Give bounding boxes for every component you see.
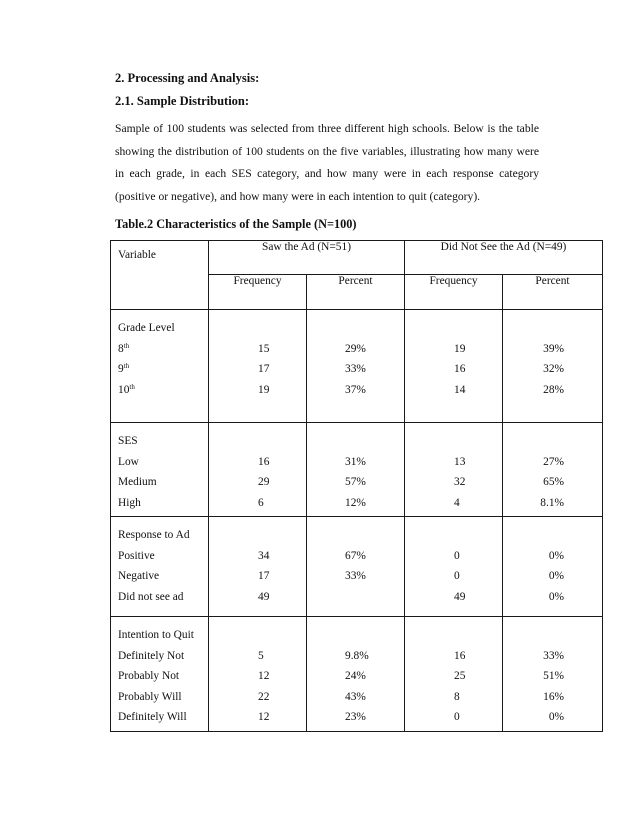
not-saw-percent-value: 65% [543,476,565,488]
row-label [111,380,208,401]
saw-percent-value: 9.8% [345,649,369,662]
row-label-text: High [118,496,141,509]
variable-label-cell [111,310,209,423]
sample-characteristics-table [110,240,603,732]
not-saw-percent-value: 27% [543,455,565,468]
table-section-row [111,517,603,617]
saw-frequency-value: 12 [258,670,270,682]
saw-frequency-cell [209,423,307,517]
saw-ad-group-header: Saw the Ad (N=51) [209,241,405,275]
saw-percent-value: 24% [345,670,366,682]
row-label-text: Probably Will [118,690,182,703]
saw-percent-header: Percent [307,275,405,310]
saw-frequency-value: 49 [258,590,270,603]
saw-frequency-cell [209,617,307,732]
row-label-text: 10 [118,383,130,396]
body-paragraph: Sample of 100 students was selected from three different high schools. Below is the table showing the distribution of 100 students on the five variables, illustrating how many were in each grade, in each SES category, and how many were in each response category (positive or negative), and how many were in each intention to quit (category). [115,122,539,203]
saw-percent-value: 67% [345,549,366,562]
not-saw-percent-value: 8.1% [540,496,565,509]
row-label [111,587,208,608]
saw-frequency-value: 17 [258,570,270,582]
not-saw-frequency-value: 16 [454,649,466,662]
variable-column-header: Variable [111,241,209,310]
not-saw-percent-value: 16% [543,690,565,703]
saw-frequency-value: 16 [258,455,270,468]
row-label [111,666,208,687]
not-saw-frequency-cell [405,423,503,517]
not-saw-frequency-value: 14 [454,383,466,396]
row-label-text: Negative [118,570,160,582]
saw-percent-cell [307,423,405,517]
variable-label-cell [111,423,209,517]
row-label-text: Did not see ad [118,590,184,603]
not-saw-frequency-value: 32 [454,476,466,488]
saw-frequency-cell [209,517,307,617]
saw-frequency-value: 12 [258,711,270,723]
row-label [111,452,208,473]
saw-percent-cell [307,617,405,732]
not-saw-percent-value: 0% [548,549,565,562]
not-saw-percent-value: 51% [543,670,565,682]
saw-frequency-cell [209,310,307,423]
not-saw-percent-value: 33% [543,649,565,662]
ordinal-suffix: th [129,382,135,391]
saw-percent-value: 29% [345,342,366,355]
table-caption: Table.2 Characteristics of the Sample (N=100) [115,217,357,231]
not-saw-percent-value: 0% [548,711,565,723]
row-label-text: Positive [118,549,155,562]
not-saw-percent-cell [503,517,603,617]
saw-percent-value: 43% [345,690,366,703]
section-heading: 2. Processing and Analysis: [115,71,260,85]
saw-frequency-value: 6 [258,496,264,509]
saw-percent-value: 57% [345,476,366,488]
saw-percent-cell [307,310,405,423]
row-label [111,472,208,493]
not-saw-frequency-value: 49 [454,590,466,603]
not-saw-percent-value: 39% [543,342,565,355]
saw-percent-value: 12% [345,496,366,509]
not-saw-frequency-value: 25 [454,670,466,682]
not-saw-frequency-value: 4 [454,496,460,509]
saw-percent-value: 33% [345,363,366,375]
saw-frequency-value: 29 [258,476,270,488]
subsection-heading: 2.1. Sample Distribution: [115,94,250,108]
row-label-text: 9 [118,363,124,375]
row-label [111,493,208,514]
table-section-row [111,310,603,423]
not-saw-frequency-value: 19 [454,342,466,355]
not-saw-frequency-value: 0 [454,711,460,723]
not-saw-frequency-value: 13 [454,455,466,468]
saw-percent-value [307,587,404,608]
not-saw-frequency-header: Frequency [405,275,503,310]
section-title: Response to Ad [118,529,190,541]
row-label-text: Definitely Will [118,711,187,723]
row-label [111,646,208,667]
not-saw-percent-value: 0% [548,570,565,582]
row-label [111,566,208,587]
table-section-row [111,617,603,732]
not-saw-frequency-value: 0 [454,570,460,582]
not-saw-frequency-cell [405,617,503,732]
row-label [111,687,208,708]
saw-percent-value: 33% [345,570,366,582]
section-title: SES [118,435,138,447]
saw-percent-cell [307,517,405,617]
table-header-row [111,241,603,275]
section-title: Intention to Quit [118,629,194,641]
variable-label-cell [111,517,209,617]
row-label [111,707,208,728]
saw-frequency-value: 17 [258,363,270,375]
section-title: Grade Level [118,322,175,334]
row-label [111,359,208,380]
saw-frequency-value: 15 [258,342,270,355]
row-label-text: 8 [118,342,124,355]
not-saw-frequency-cell [405,517,503,617]
ordinal-suffix: th [123,362,130,370]
not-saw-frequency-value: 8 [454,690,460,703]
saw-percent-value: 31% [345,455,366,468]
row-label-text: Definitely Not [118,649,185,662]
saw-frequency-value: 34 [258,549,270,562]
not-saw-frequency-value: 0 [454,549,460,562]
not-saw-percent-cell [503,423,603,517]
not-saw-percent-cell [503,617,603,732]
not-saw-ad-group-header: Did Not See the Ad (N=49) [405,241,603,275]
ordinal-suffix: th [123,341,130,350]
saw-frequency-value: 19 [258,383,270,396]
not-saw-percent-header: Percent [503,275,603,310]
table-section-row [111,423,603,517]
row-label-text: Low [118,455,139,468]
saw-percent-value: 37% [345,383,366,396]
saw-frequency-value: 5 [258,649,264,662]
variable-label-cell [111,617,209,732]
saw-frequency-value: 22 [258,690,270,703]
saw-frequency-header: Frequency [209,275,307,310]
not-saw-frequency-cell [405,310,503,423]
not-saw-percent-cell [503,310,603,423]
row-label [111,339,208,360]
saw-percent-value: 23% [345,711,366,723]
row-label-text: Probably Not [118,670,180,682]
not-saw-percent-value: 0% [548,590,565,603]
not-saw-percent-value: 28% [543,383,565,396]
not-saw-frequency-value: 16 [454,363,466,375]
row-label [111,546,208,567]
row-label-text: Medium [118,476,157,488]
not-saw-percent-value: 32% [543,363,565,375]
